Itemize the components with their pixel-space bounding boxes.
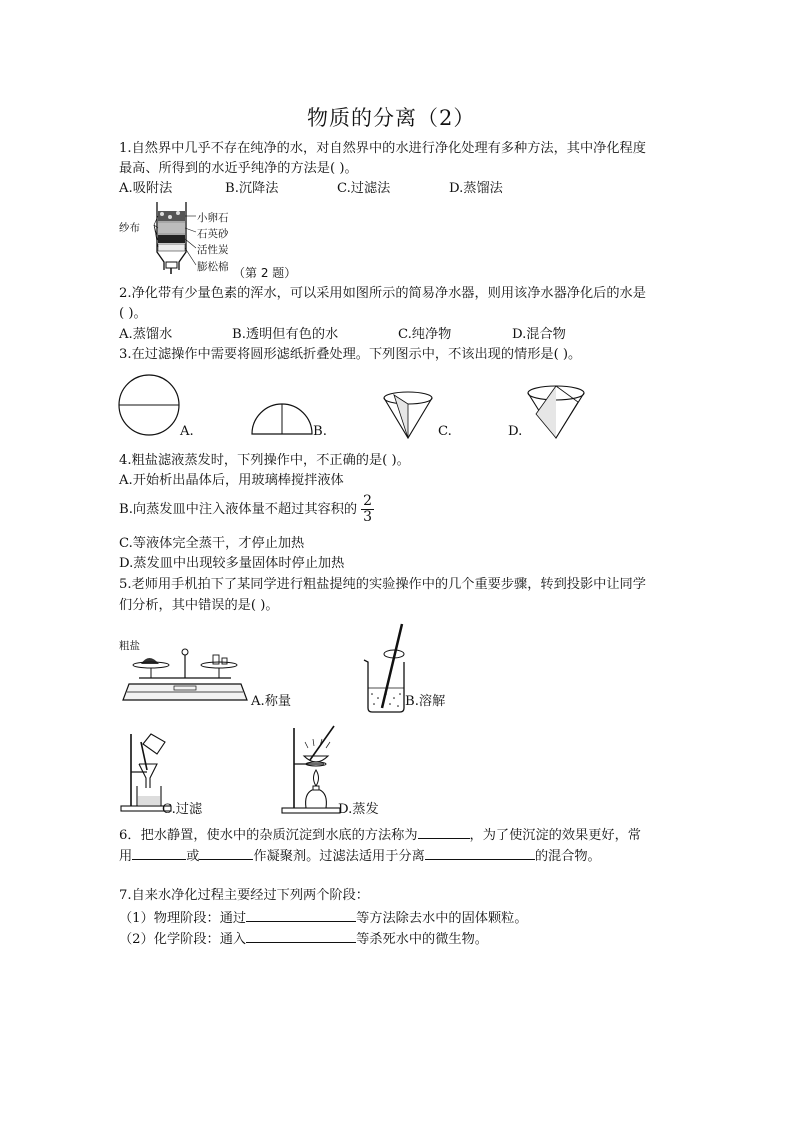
q7-stem: 7.自来水净化过程主要经过下列两个阶段： xyxy=(119,888,369,903)
fig2-label-quartz-sand: 石英砂 xyxy=(197,228,229,240)
q7-blank-1[interactable] xyxy=(246,908,356,922)
q5-stem-line2: 们分析，其中错误的是( )。 xyxy=(119,598,279,613)
q6-text-1: 6．把水静置，使水中的杂质沉淀到水底的方法称为 xyxy=(119,828,418,843)
q5-label-c: C.过滤 xyxy=(162,802,203,817)
balance-weighing-figure xyxy=(119,640,249,710)
filter-paper-circle-figure xyxy=(118,374,180,436)
water-purifier-figure xyxy=(140,200,200,280)
q3-fig-label-d: D. xyxy=(508,424,523,439)
q3-fig-label-a: A. xyxy=(180,424,194,439)
q6-blank-3[interactable] xyxy=(199,846,253,860)
q4-option-a: A.开始析出晶体后，用玻璃棒搅拌液体 xyxy=(119,473,344,488)
q6-text-5: 作凝聚剂。过滤法适用于分离 xyxy=(253,849,425,864)
q6-text-6: 的混合物。 xyxy=(534,849,601,864)
q7-stage-2-text-b: 等杀死水中的微生物。 xyxy=(356,932,488,947)
q7-stage-1-text-b: 等方法除去水中的固体颗粒。 xyxy=(356,911,528,926)
q7-blank-2[interactable] xyxy=(246,929,356,943)
evaporation-figure xyxy=(280,724,344,816)
q2-stem-line1: 2.净化带有少量色素的浑水，可以采用如图所示的简易净水器，则用该净水器净化后的水是 xyxy=(119,286,646,301)
q4-option-b-text: B.向蒸发皿中注入液体量不超过其容积的 xyxy=(119,502,358,517)
filter-paper-half-fold-figure xyxy=(250,402,314,436)
q7-stage-1 xyxy=(119,908,528,928)
q2-stem-line2: ( )。 xyxy=(119,306,147,321)
q4-option-c: C.等液体完全蒸干，才停止加热 xyxy=(119,536,305,551)
q7-stage-2-text-a: （2）化学阶段：通入 xyxy=(119,932,247,947)
fig2-label-activated-carbon: 活性炭 xyxy=(197,244,229,256)
fig2-label-cotton: 膨松棉 xyxy=(197,261,229,273)
q6-blank-4[interactable] xyxy=(425,846,535,860)
q1-option-a: A.吸附法 xyxy=(119,181,173,196)
q7-stage-1-text-a: （1）物理阶段：通过 xyxy=(119,911,247,926)
fig2-label-pebbles: 小卵石 xyxy=(197,212,229,224)
q1-option-d: D.蒸馏法 xyxy=(449,181,503,196)
q7-stage-2 xyxy=(119,929,488,949)
q4-stem: 4.粗盐滤液蒸发时，下列操作中，不正确的是( )。 xyxy=(119,453,410,468)
coarse-salt-label: 粗盐 xyxy=(119,640,140,652)
q5-label-b: B.溶解 xyxy=(405,694,446,709)
fig2-label-gauze: 纱布 xyxy=(119,222,140,234)
fraction-denominator: 3 xyxy=(363,509,372,525)
q2-option-a: A.蒸馏水 xyxy=(119,327,173,342)
q2-option-d: D.混合物 xyxy=(512,327,566,342)
q6-blank-1[interactable] xyxy=(418,825,470,839)
q3-fig-label-c: C. xyxy=(438,424,452,439)
q6-text-4: 或 xyxy=(186,849,200,864)
q3-stem: 3.在过滤操作中需要将圆形滤纸折叠处理。下列图示中，不该出现的情形是( )。 xyxy=(119,347,582,362)
q5-label-d: D.蒸发 xyxy=(338,802,379,817)
fig2-caption: （第 2 题） xyxy=(233,266,297,280)
q6-text-2: ，为了使沉淀的效果更好，常 xyxy=(469,828,641,843)
q5-stem-line1: 5.老师用手机拍下了某同学进行粗盐提纯的实验操作中的几个重要步骤，转到投影中让同学 xyxy=(119,577,646,592)
fraction-numerator: 2 xyxy=(363,493,372,509)
q4-option-d: D.蒸发皿中出现较多量固体时停止加热 xyxy=(119,556,345,571)
q4-option-b xyxy=(119,494,374,525)
q6-text-3: 用 xyxy=(119,849,133,864)
q3-fig-label-b: B. xyxy=(313,424,327,439)
q1-stem-line2: 最高、所得到的水近乎纯净的方法是( )。 xyxy=(119,161,358,176)
q6-line1 xyxy=(119,825,641,845)
filter-paper-cone-c-figure xyxy=(382,390,436,440)
q1-stem-line1: 1.自然界中几乎不存在纯净的水，对自然界中的水进行净化处理有多种方法，其中净化程度 xyxy=(119,141,646,156)
q2-option-c: C.纯净物 xyxy=(398,327,452,342)
page-title: 物质的分离（2） xyxy=(307,106,476,130)
q1-option-b: B.沉降法 xyxy=(225,181,279,196)
q6-line2 xyxy=(119,846,601,866)
filter-paper-cone-d-figure xyxy=(526,384,586,440)
q2-option-b: B.透明但有色的水 xyxy=(232,327,339,342)
fraction xyxy=(361,494,374,525)
q1-option-c: C.过滤法 xyxy=(337,181,391,196)
q5-label-a: A.称量 xyxy=(251,694,292,709)
q6-blank-2[interactable] xyxy=(132,846,186,860)
